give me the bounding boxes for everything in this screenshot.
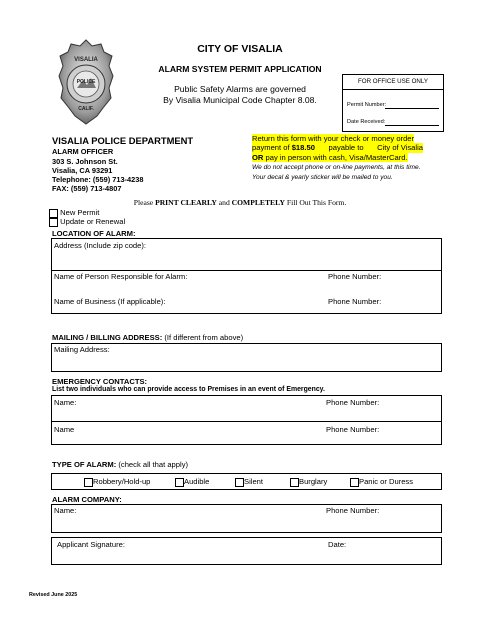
business-label: Name of Business (If applicable): [54, 297, 166, 306]
governed-line-2: By Visalia Municipal Code Chapter 8.08. [163, 95, 317, 105]
svg-text:VISALIA: VISALIA [74, 57, 98, 63]
business-phone-label: Phone Number: [328, 297, 382, 306]
panic-checkbox[interactable] [350, 478, 359, 487]
department-name: VISALIA POLICE DEPARTMENT [52, 135, 194, 146]
alarm-type-audible[interactable]: Audible [175, 477, 209, 487]
city-title: CITY OF VISALIA [197, 43, 283, 55]
audible-checkbox[interactable] [175, 478, 184, 487]
department-street: 303 S. Johnson St. [52, 157, 118, 166]
alarm-company-box[interactable] [51, 504, 442, 533]
department-telephone: Telephone: (559) 713-4238 [52, 175, 144, 184]
robbery-checkbox[interactable] [84, 478, 93, 487]
date-label: Date: [328, 540, 347, 549]
permit-number-field[interactable] [385, 108, 439, 109]
department-fax: FAX: (559) 713-4807 [52, 184, 122, 193]
update-renewal-checkbox[interactable] [49, 218, 58, 227]
location-heading: LOCATION OF ALARM: [52, 229, 136, 238]
governed-line-1: Public Safety Alarms are governed [174, 84, 306, 94]
payment-instructions: Return this form with your check or money order payment of $18.50 payable to City of Visalia OR pay in person with cash, Visa/MasterCard. We do not accept phone or on-line payments, at this time. Your decal & yearly sticker will be mailed to you. [252, 134, 423, 181]
burglary-checkbox[interactable] [290, 478, 299, 487]
emergency-phone-1-label: Phone Number: [326, 398, 380, 407]
alarm-officer: ALARM OFFICER [52, 147, 114, 156]
emergency-box [51, 395, 442, 445]
update-renewal-option[interactable]: Update or Renewal [49, 217, 125, 227]
emergency-name-1-label: Name: [54, 398, 77, 407]
alarm-type-panic[interactable]: Panic or Duress [350, 477, 413, 487]
signature-box[interactable] [51, 537, 442, 565]
permit-number-label: Permit Number: [347, 102, 387, 108]
mailing-address-label: Mailing Address: [54, 345, 110, 354]
print-instruction: Please PRINT CLEARLY and COMPLETELY Fill Out This Form. [133, 198, 347, 207]
revised-date: Revised June 2025 [29, 592, 78, 598]
svg-text:CALIF.: CALIF. [78, 106, 94, 112]
police-badge-icon [57, 38, 115, 126]
address-field[interactable] [52, 251, 441, 269]
alarm-type-silent[interactable]: Silent [235, 477, 263, 487]
silent-checkbox[interactable] [235, 478, 244, 487]
alarm-type-burglary[interactable]: Burglary [290, 477, 327, 487]
office-use-box [342, 74, 444, 132]
new-permit-option[interactable]: New Permit [49, 208, 99, 218]
company-phone-label: Phone Number: [326, 506, 380, 515]
department-city: Visalia, CA 93291 [52, 166, 113, 175]
mailing-heading: MAILING / BILLING ADDRESS: (If different from above) [52, 333, 244, 342]
location-box [51, 238, 442, 314]
date-received-field[interactable] [385, 125, 439, 126]
mailing-box[interactable] [51, 343, 442, 372]
form-title: ALARM SYSTEM PERMIT APPLICATION [158, 64, 322, 74]
svg-text:POLICE: POLICE [76, 79, 96, 85]
alarm-type-box [51, 473, 442, 490]
alarm-company-heading: ALARM COMPANY: [52, 495, 122, 504]
emergency-name-2-label: Name [54, 425, 75, 434]
emergency-heading: EMERGENCY CONTACTS: [52, 377, 148, 386]
emergency-phone-2-label: Phone Number: [326, 425, 380, 434]
alarm-type-heading: TYPE OF ALARM: (check all that apply) [52, 460, 189, 469]
office-use-title: FOR OFFICE USE ONLY [357, 78, 429, 85]
responsible-phone-label: Phone Number: [328, 272, 382, 281]
alarm-type-robbery[interactable]: Robbery/Hold-up [84, 477, 150, 487]
date-received-label: Date Received: [347, 119, 386, 125]
company-name-label: Name: [54, 506, 77, 515]
signature-label: Applicant Signature: [57, 540, 125, 549]
responsible-label: Name of Person Responsible for Alarm: [54, 272, 188, 281]
emergency-subheading: List two individuals who can provide access to Premises in an event of Emergency. [52, 386, 325, 393]
address-label: Address (Include zip code): [54, 241, 147, 250]
